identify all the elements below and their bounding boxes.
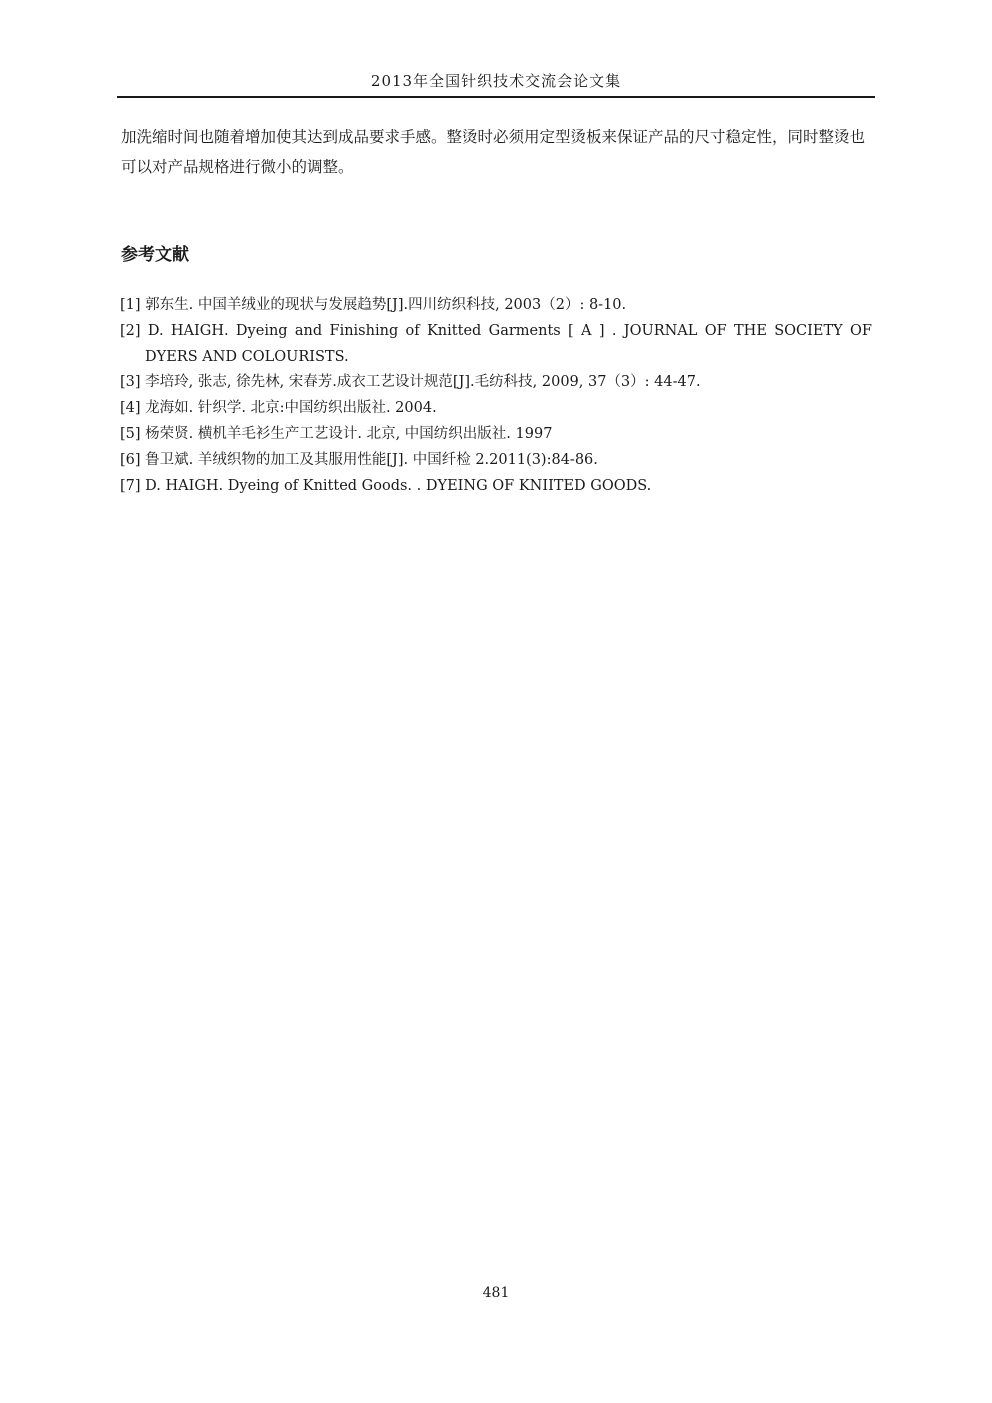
reference-item-1: [1] 郭东生. 中国羊绒业的现状与发展趋势[J].四川纺织科技, 2003（2）: 8-10. [120, 297, 627, 313]
reference-item-3: [3] 李培玲, 张志, 徐先林, 宋春芳.成衣工艺设计规范[J].毛纺科技, 2009, 37（3）: 44-47. [120, 374, 701, 391]
reference-item-6: [6] 鲁卫斌. 羊绒织物的加工及其服用性能[J]. 中国纤检 2.2011(3):84-86. [120, 451, 598, 468]
reference-item-5: [5] 杨荣贤. 横机羊毛衫生产工艺设计. 北京, 中国纺织出版社. 1997 [120, 425, 553, 442]
reference-item-2-line-2: DYERS AND COLOURISTS. [145, 348, 349, 365]
reference-item-2-line-1: [2] D. HAIGH. Dyeing and Finishing of Knitted Garments [ A ] . JOURNAL OF THE SOCIETY OF [120, 322, 872, 339]
reference-item-7: [7] D. HAIGH. Dyeing of Knitted Goods. . DYEING OF KNIITED GOODS. [120, 477, 652, 494]
body-text [121, 122, 873, 182]
reference-item-4: [4] 龙海如. 针织学. 北京:中国纺织出版社. 2004. [120, 400, 437, 417]
body-paragraph: 加洗缩时间也随着增加使其达到成品要求手感。整烫时必须用定型烫板来保证产品的尺寸稳定性，同时整烫也可以对产品规格进行微小的调整。 [121, 128, 866, 176]
header-title: 2013年全国针织技术交流会论文集 [370, 72, 622, 90]
page-header [117, 66, 875, 98]
references-heading: 参考文献 [121, 245, 189, 265]
reference-list [120, 293, 872, 499]
page-number: 481 [482, 1285, 510, 1301]
reference-item-2 [120, 319, 872, 371]
